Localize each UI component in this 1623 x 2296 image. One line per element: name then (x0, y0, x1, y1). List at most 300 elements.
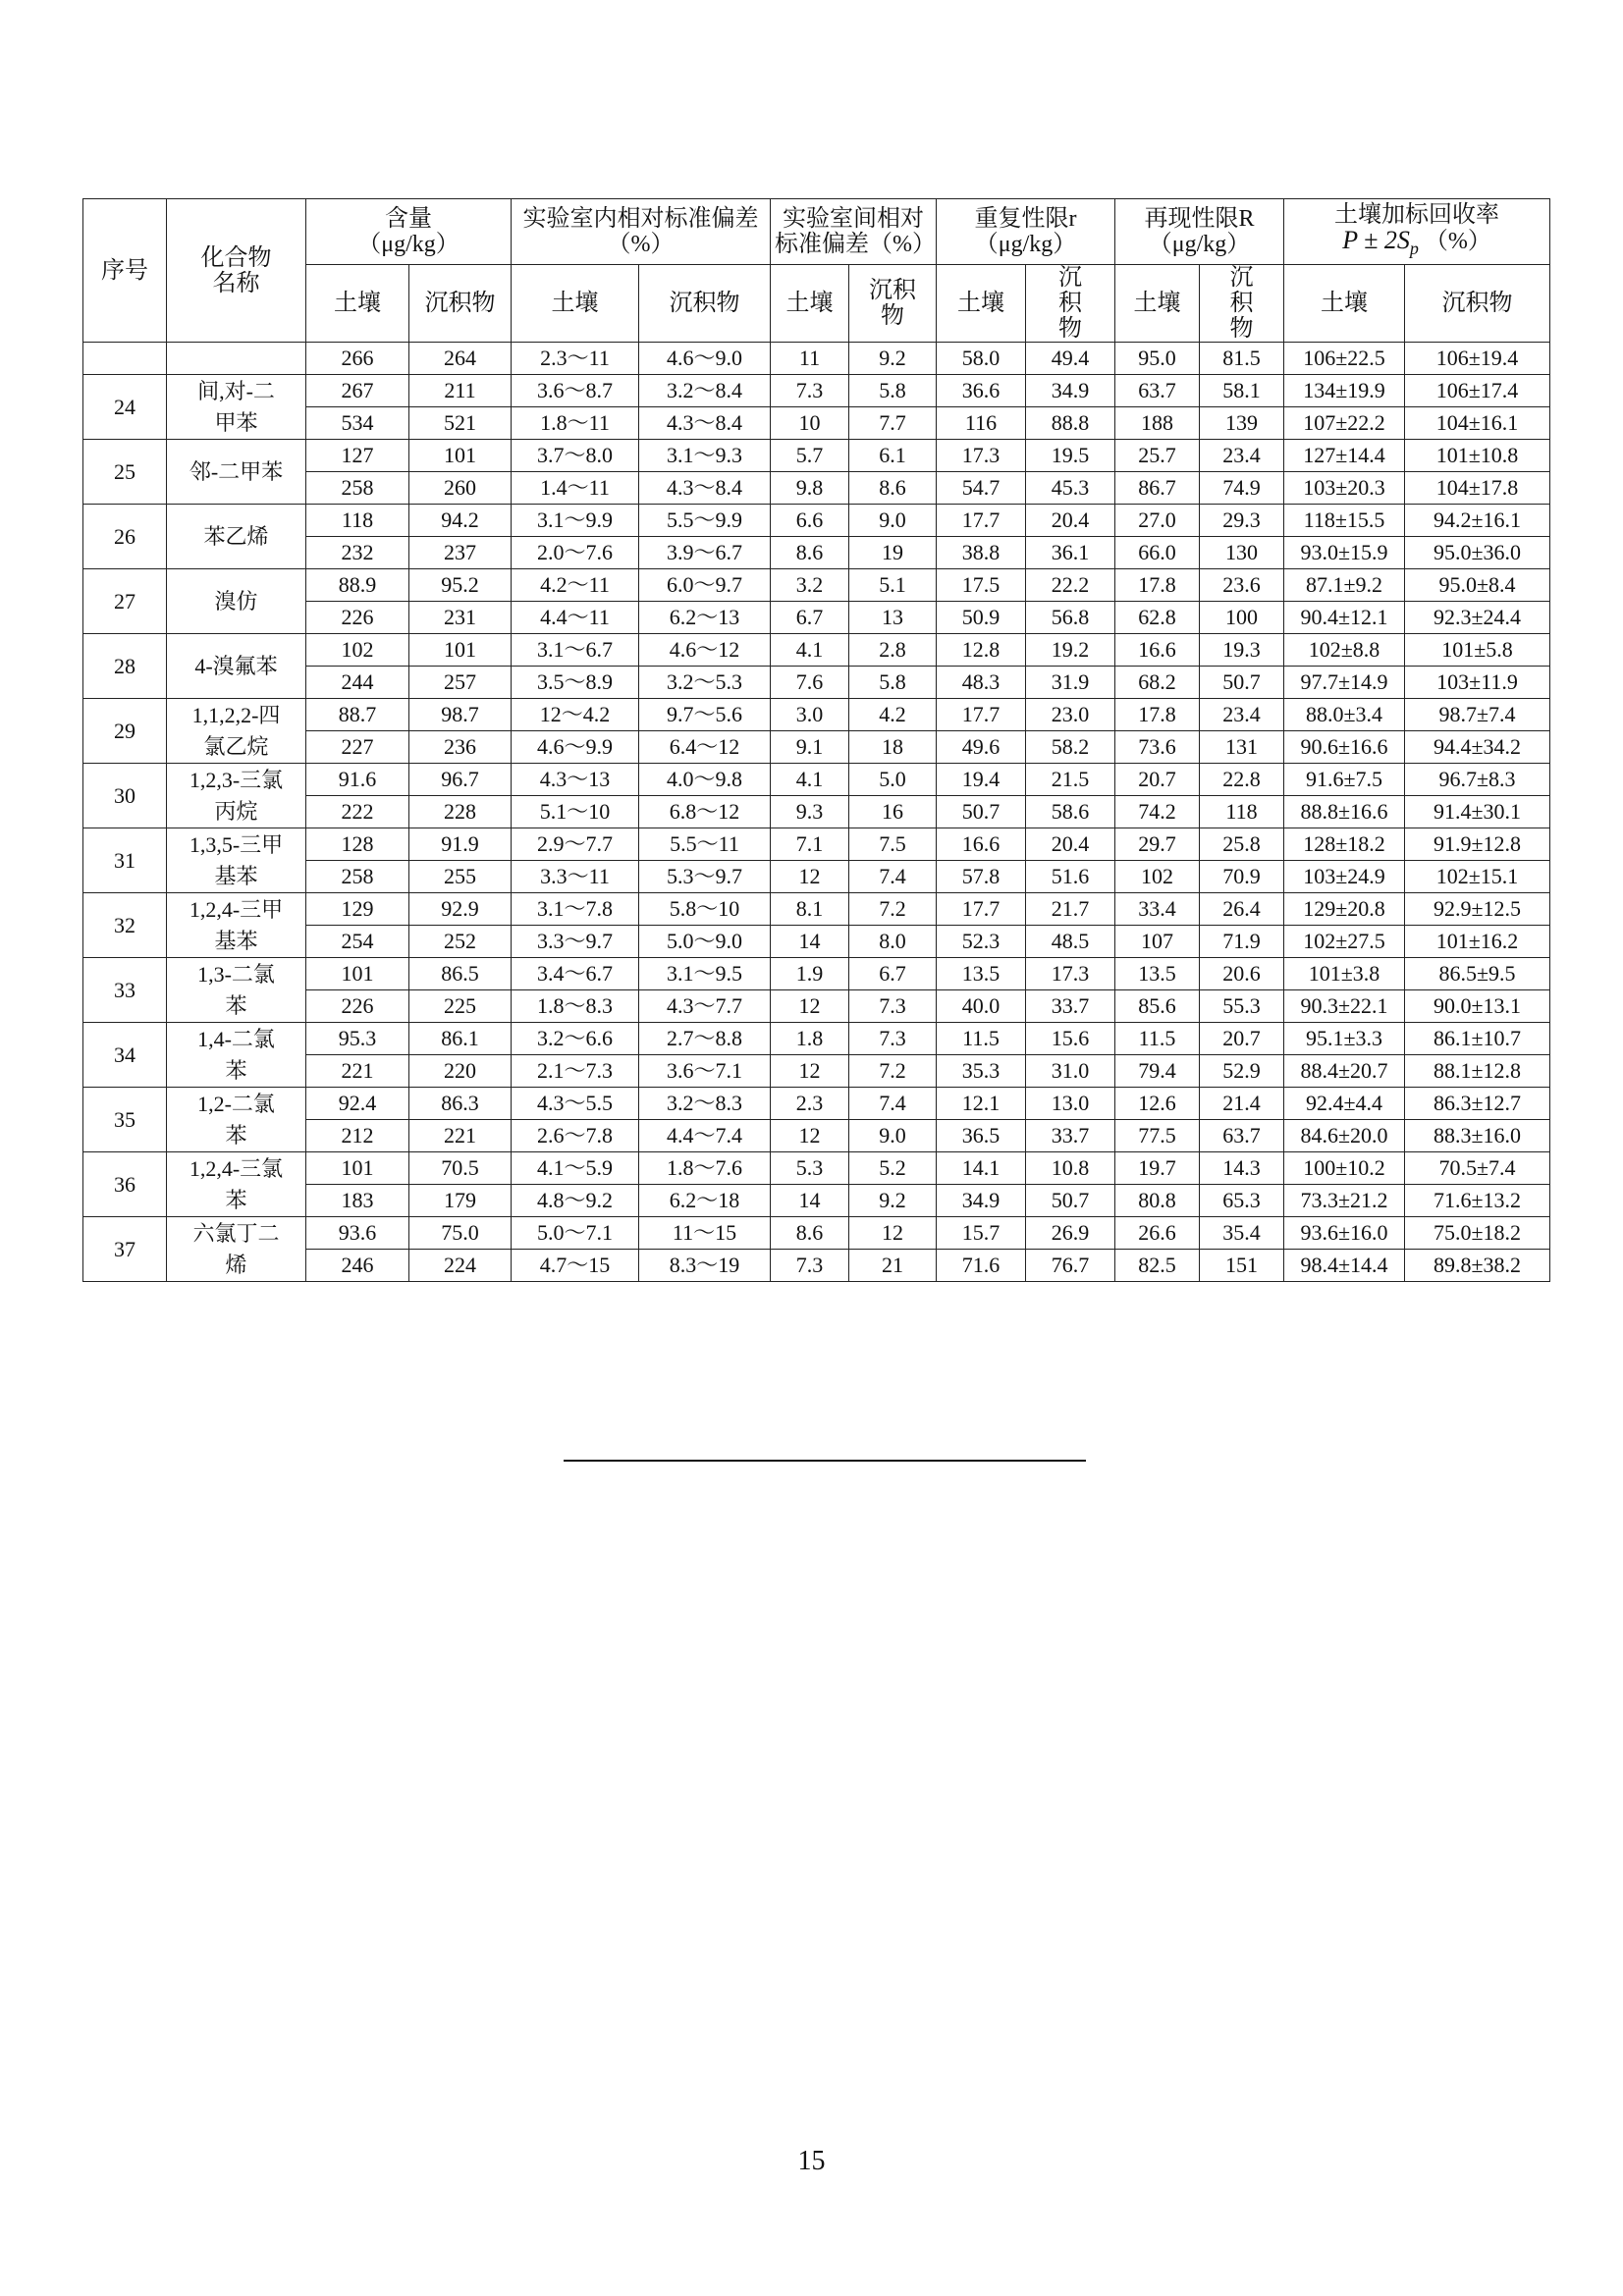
value-cell: 23.6 (1200, 569, 1284, 602)
value-cell: 7.3 (849, 1023, 937, 1055)
compound-name-line: 溴仿 (214, 588, 258, 614)
value-cell: 26.4 (1200, 893, 1284, 926)
value-cell: 31.0 (1026, 1055, 1115, 1088)
value-cell: 103±20.3 (1284, 472, 1405, 505)
value-cell: 226 (306, 602, 409, 634)
value-cell: 9.0 (849, 505, 937, 537)
subheader-soil: 土壤 (1115, 265, 1200, 343)
value-cell: 88.8 (1026, 407, 1115, 440)
value-cell: 3.1～6.7 (512, 634, 639, 667)
seq-cell: 34 (83, 1023, 167, 1088)
compound-name-line: 烯 (225, 1252, 247, 1277)
value-cell: 87.1±9.2 (1284, 569, 1405, 602)
value-cell: 88.3±16.0 (1405, 1120, 1550, 1152)
compound-name-line: 1,2-二氯 (197, 1091, 275, 1116)
value-cell: 3.3～9.7 (512, 926, 639, 958)
value-cell: 71.6 (937, 1250, 1026, 1282)
compound-name-cell (167, 505, 306, 569)
header-repeatability: 重复性限r（μg/kg） (937, 199, 1115, 265)
seq-cell: 37 (83, 1217, 167, 1282)
compound-name-cell (167, 1088, 306, 1152)
header-recovery-symbol: P ± 2S (1342, 226, 1410, 254)
value-cell: 6.2～13 (639, 602, 771, 634)
value-cell: 128 (306, 828, 409, 861)
value-cell: 29.3 (1200, 505, 1284, 537)
value-cell: 86.5±9.5 (1405, 958, 1550, 990)
value-cell: 7.5 (849, 828, 937, 861)
value-cell: 66.0 (1115, 537, 1200, 569)
value-cell: 70.5±7.4 (1405, 1152, 1550, 1185)
value-cell: 88.8±16.6 (1284, 796, 1405, 828)
value-cell: 3.0 (771, 699, 849, 731)
value-cell: 50.7 (1026, 1185, 1115, 1217)
value-cell: 521 (409, 407, 512, 440)
value-cell: 96.7±8.3 (1405, 764, 1550, 796)
value-cell: 226 (306, 990, 409, 1023)
value-cell: 91.9±12.8 (1405, 828, 1550, 861)
value-cell: 266 (306, 343, 409, 375)
value-cell: 127 (306, 440, 409, 472)
value-cell: 128±18.2 (1284, 828, 1405, 861)
value-cell: 75.0±18.2 (1405, 1217, 1550, 1250)
value-cell: 8.0 (849, 926, 937, 958)
value-cell: 134±19.9 (1284, 375, 1405, 407)
value-cell: 118 (1200, 796, 1284, 828)
value-cell: 33.4 (1115, 893, 1200, 926)
value-cell: 101 (306, 1152, 409, 1185)
value-cell: 9.8 (771, 472, 849, 505)
value-cell: 23.4 (1200, 699, 1284, 731)
value-cell: 9.1 (771, 731, 849, 764)
value-cell: 93.6±16.0 (1284, 1217, 1405, 1250)
value-cell: 31.9 (1026, 667, 1115, 699)
table-row (83, 375, 1550, 407)
value-cell: 55.3 (1200, 990, 1284, 1023)
value-cell: 92.4 (306, 1088, 409, 1120)
value-cell: 237 (409, 537, 512, 569)
value-cell: 34.9 (937, 1185, 1026, 1217)
subheader-sediment: 沉积物 (1405, 265, 1550, 343)
compound-name-cell (167, 699, 306, 764)
value-cell: 20.7 (1200, 1023, 1284, 1055)
value-cell: 81.5 (1200, 343, 1284, 375)
value-cell: 3.1～9.3 (639, 440, 771, 472)
value-cell: 4.6～12 (639, 634, 771, 667)
value-cell: 84.6±20.0 (1284, 1120, 1405, 1152)
value-cell: 36.5 (937, 1120, 1026, 1152)
value-cell: 86.3 (409, 1088, 512, 1120)
value-cell: 6.2～18 (639, 1185, 771, 1217)
value-cell: 3.6～8.7 (512, 375, 639, 407)
value-cell: 4.3～8.4 (639, 472, 771, 505)
table-row (83, 1152, 1550, 1185)
value-cell: 19.7 (1115, 1152, 1200, 1185)
seq-cell: 36 (83, 1152, 167, 1217)
value-cell: 88.0±3.4 (1284, 699, 1405, 731)
value-cell: 2.8 (849, 634, 937, 667)
value-cell: 188 (1115, 407, 1200, 440)
value-cell: 17.7 (937, 699, 1026, 731)
value-cell: 92.4±4.4 (1284, 1088, 1405, 1120)
value-cell: 257 (409, 667, 512, 699)
value-cell: 70.5 (409, 1152, 512, 1185)
value-cell: 231 (409, 602, 512, 634)
value-cell: 4.3～7.7 (639, 990, 771, 1023)
value-cell: 86.7 (1115, 472, 1200, 505)
value-cell: 3.6～7.1 (639, 1055, 771, 1088)
value-cell: 4.1 (771, 634, 849, 667)
value-cell: 9.2 (849, 343, 937, 375)
value-cell: 5.0 (849, 764, 937, 796)
value-cell: 8.6 (849, 472, 937, 505)
table-row (83, 893, 1550, 926)
compound-name-cell (167, 1152, 306, 1217)
compound-name-line: 丙烷 (214, 798, 258, 824)
value-cell: 17.7 (937, 505, 1026, 537)
subheader-soil: 土壤 (1284, 265, 1405, 343)
value-cell: 225 (409, 990, 512, 1023)
value-cell: 104±16.1 (1405, 407, 1550, 440)
value-cell: 224 (409, 1250, 512, 1282)
subheader-soil: 土壤 (306, 265, 409, 343)
value-cell: 90.3±22.1 (1284, 990, 1405, 1023)
value-cell: 3.2～8.3 (639, 1088, 771, 1120)
value-cell: 88.1±12.8 (1405, 1055, 1550, 1088)
value-cell: 3.1～9.9 (512, 505, 639, 537)
value-cell: 25.7 (1115, 440, 1200, 472)
value-cell: 20.4 (1026, 505, 1115, 537)
value-cell: 4.1 (771, 764, 849, 796)
value-cell: 228 (409, 796, 512, 828)
value-cell: 7.3 (771, 375, 849, 407)
value-cell: 4.3～5.5 (512, 1088, 639, 1120)
value-cell: 12～4.2 (512, 699, 639, 731)
value-cell: 92.9±12.5 (1405, 893, 1550, 926)
table-row (83, 1088, 1550, 1120)
compound-name-line: 4-溴氟苯 (194, 653, 278, 678)
value-cell: 29.7 (1115, 828, 1200, 861)
subheader-soil: 土壤 (512, 265, 639, 343)
value-cell: 1.9 (771, 958, 849, 990)
value-cell: 35.3 (937, 1055, 1026, 1088)
table-row (83, 505, 1550, 537)
value-cell: 101 (409, 440, 512, 472)
value-cell: 75.0 (409, 1217, 512, 1250)
table-row (83, 440, 1550, 472)
value-cell: 58.1 (1200, 375, 1284, 407)
value-cell: 151 (1200, 1250, 1284, 1282)
value-cell: 23.0 (1026, 699, 1115, 731)
value-cell: 58.2 (1026, 731, 1115, 764)
seq-cell: 26 (83, 505, 167, 569)
value-cell: 11.5 (1115, 1023, 1200, 1055)
value-cell: 104±17.8 (1405, 472, 1550, 505)
value-cell: 1.8～11 (512, 407, 639, 440)
value-cell: 5.3～9.7 (639, 861, 771, 893)
value-cell: 116 (937, 407, 1026, 440)
value-cell: 19.5 (1026, 440, 1115, 472)
compound-name-line: 1,1,2,2-四 (191, 702, 281, 727)
value-cell: 88.9 (306, 569, 409, 602)
header-recovery-unit: （%） (1424, 229, 1491, 254)
value-cell: 73.3±21.2 (1284, 1185, 1405, 1217)
value-cell: 4.4～7.4 (639, 1120, 771, 1152)
value-cell: 8.6 (771, 1217, 849, 1250)
value-cell: 19.4 (937, 764, 1026, 796)
value-cell: 227 (306, 731, 409, 764)
value-cell: 13.5 (1115, 958, 1200, 990)
value-cell: 220 (409, 1055, 512, 1088)
compound-name-line: 1,3-二氯 (197, 961, 275, 987)
value-cell: 13.0 (1026, 1088, 1115, 1120)
value-cell: 52.9 (1200, 1055, 1284, 1088)
value-cell: 12.1 (937, 1088, 1026, 1120)
table-row (83, 1023, 1550, 1055)
seq-cell: 33 (83, 958, 167, 1023)
compound-name-line: 1,2,4-三氯 (189, 1155, 284, 1181)
value-cell: 11.5 (937, 1023, 1026, 1055)
value-cell: 4.7～15 (512, 1250, 639, 1282)
value-cell: 27.0 (1115, 505, 1200, 537)
value-cell: 5.0～7.1 (512, 1217, 639, 1250)
value-cell: 36.6 (937, 375, 1026, 407)
value-cell: 3.2～8.4 (639, 375, 771, 407)
value-cell: 76.7 (1026, 1250, 1115, 1282)
value-cell: 534 (306, 407, 409, 440)
compound-name-line: 1,2,3-三氯 (189, 767, 284, 792)
value-cell: 50.7 (937, 796, 1026, 828)
value-cell: 95.0 (1115, 343, 1200, 375)
value-cell: 91.4±30.1 (1405, 796, 1550, 828)
value-cell: 74.9 (1200, 472, 1284, 505)
value-cell: 92.9 (409, 893, 512, 926)
compound-name-line: 苯 (225, 1122, 247, 1148)
value-cell: 13 (849, 602, 937, 634)
value-cell: 58.6 (1026, 796, 1115, 828)
subheader-soil: 土壤 (771, 265, 849, 343)
header-between-lab-rsd: 实验室间相对标准偏差（%） (771, 199, 937, 265)
value-cell: 8.1 (771, 893, 849, 926)
value-cell: 86.3±12.7 (1405, 1088, 1550, 1120)
value-cell: 221 (409, 1120, 512, 1152)
value-cell: 23.4 (1200, 440, 1284, 472)
value-cell: 7.1 (771, 828, 849, 861)
value-cell: 13.5 (937, 958, 1026, 990)
subheader-sediment: 沉积物 (1026, 265, 1115, 343)
value-cell: 63.7 (1200, 1120, 1284, 1152)
value-cell: 19.2 (1026, 634, 1115, 667)
value-cell: 102 (306, 634, 409, 667)
compound-name-cell (167, 1217, 306, 1282)
value-cell: 86.1±10.7 (1405, 1023, 1550, 1055)
value-cell: 255 (409, 861, 512, 893)
value-cell: 3.9～6.7 (639, 537, 771, 569)
value-cell: 106±19.4 (1405, 343, 1550, 375)
value-cell: 63.7 (1115, 375, 1200, 407)
header-compound: 化合物名称 (167, 199, 306, 343)
value-cell: 91.9 (409, 828, 512, 861)
value-cell: 6.8～12 (639, 796, 771, 828)
value-cell: 102±27.5 (1284, 926, 1405, 958)
value-cell: 56.8 (1026, 602, 1115, 634)
compound-name-cell (167, 569, 306, 634)
value-cell: 2.3～11 (512, 343, 639, 375)
header-content: 含量（μg/kg） (306, 199, 512, 265)
value-cell: 86.1 (409, 1023, 512, 1055)
value-cell: 58.0 (937, 343, 1026, 375)
compound-name-cell (167, 634, 306, 699)
value-cell: 1.4～11 (512, 472, 639, 505)
value-cell: 106±17.4 (1405, 375, 1550, 407)
value-cell: 6.4～12 (639, 731, 771, 764)
value-cell: 34.9 (1026, 375, 1115, 407)
subheader-sediment: 沉积物 (1200, 265, 1284, 343)
value-cell: 18 (849, 731, 937, 764)
table-row (83, 699, 1550, 731)
compound-name-line: 苯 (225, 1057, 247, 1083)
value-cell: 12 (771, 1120, 849, 1152)
value-cell: 20.4 (1026, 828, 1115, 861)
header-recovery: 土壤加标回收率 $P \pm 2S_p$ （%） (1284, 199, 1550, 265)
value-cell: 22.8 (1200, 764, 1284, 796)
seq-cell: 31 (83, 828, 167, 893)
value-cell: 6.7 (771, 602, 849, 634)
value-cell: 21.7 (1026, 893, 1115, 926)
value-cell: 10 (771, 407, 849, 440)
seq-cell: 30 (83, 764, 167, 828)
value-cell: 85.6 (1115, 990, 1200, 1023)
value-cell: 101 (409, 634, 512, 667)
header-reproducibility: 再现性限R（μg/kg） (1115, 199, 1284, 265)
value-cell: 6.7 (849, 958, 937, 990)
value-cell: 5.3 (771, 1152, 849, 1185)
value-cell: 131 (1200, 731, 1284, 764)
value-cell: 95.3 (306, 1023, 409, 1055)
value-cell: 4.8～9.2 (512, 1185, 639, 1217)
value-cell: 12 (771, 990, 849, 1023)
value-cell: 4.1～5.9 (512, 1152, 639, 1185)
compound-name-cell (167, 958, 306, 1023)
compound-name-cell (167, 1023, 306, 1088)
value-cell: 33.7 (1026, 990, 1115, 1023)
value-cell: 179 (409, 1185, 512, 1217)
table-row (83, 828, 1550, 861)
value-cell: 74.2 (1115, 796, 1200, 828)
value-cell: 89.8±38.2 (1405, 1250, 1550, 1282)
compound-name-line: 甲苯 (214, 409, 258, 435)
subheader-sediment: 沉积物 (639, 265, 771, 343)
value-cell: 5.8～10 (639, 893, 771, 926)
value-cell: 3.4～6.7 (512, 958, 639, 990)
value-cell: 127±14.4 (1284, 440, 1405, 472)
value-cell: 101±5.8 (1405, 634, 1550, 667)
value-cell: 96.7 (409, 764, 512, 796)
seq-cell: 28 (83, 634, 167, 699)
value-cell: 254 (306, 926, 409, 958)
compound-name-line: 间,对-二 (197, 378, 275, 403)
value-cell: 4.3～13 (512, 764, 639, 796)
value-cell: 258 (306, 472, 409, 505)
value-cell: 92.3±24.4 (1405, 602, 1550, 634)
table-row (83, 764, 1550, 796)
value-cell: 95.2 (409, 569, 512, 602)
header-recovery-title: 土壤加标回收率 (1334, 202, 1500, 228)
header-seq: 序号 (83, 199, 167, 343)
value-cell: 93.6 (306, 1217, 409, 1250)
end-rule (564, 1460, 1086, 1462)
value-cell: 101±3.8 (1284, 958, 1405, 990)
value-cell: 51.6 (1026, 861, 1115, 893)
value-cell: 3.2 (771, 569, 849, 602)
value-cell: 19.3 (1200, 634, 1284, 667)
value-cell: 7.2 (849, 1055, 937, 1088)
compound-name-cell (167, 893, 306, 958)
value-cell: 100 (1200, 602, 1284, 634)
value-cell: 7.7 (849, 407, 937, 440)
value-cell: 36.1 (1026, 537, 1115, 569)
value-cell: 25.8 (1200, 828, 1284, 861)
value-cell: 16.6 (937, 828, 1026, 861)
value-cell: 6.1 (849, 440, 937, 472)
value-cell: 17.5 (937, 569, 1026, 602)
table-row (83, 634, 1550, 667)
value-cell: 94.2 (409, 505, 512, 537)
value-cell: 91.6 (306, 764, 409, 796)
value-cell: 52.3 (937, 926, 1026, 958)
value-cell: 3.1～7.8 (512, 893, 639, 926)
value-cell: 38.8 (937, 537, 1026, 569)
value-cell: 9.2 (849, 1185, 937, 1217)
value-cell: 48.5 (1026, 926, 1115, 958)
value-cell: 7.2 (849, 893, 937, 926)
value-cell: 68.2 (1115, 667, 1200, 699)
value-cell: 16 (849, 796, 937, 828)
compound-name-line: 六氯丁二 (192, 1220, 280, 1246)
value-cell: 183 (306, 1185, 409, 1217)
compound-name-line: 苯 (225, 992, 247, 1018)
value-cell: 5.1～10 (512, 796, 639, 828)
value-cell: 8.6 (771, 537, 849, 569)
compound-name-line: 1,2,4-三甲 (189, 896, 284, 922)
value-cell: 5.5～9.9 (639, 505, 771, 537)
value-cell: 101±16.2 (1405, 926, 1550, 958)
value-cell: 98.4±14.4 (1284, 1250, 1405, 1282)
value-cell: 97.7±14.9 (1284, 667, 1405, 699)
value-cell: 244 (306, 667, 409, 699)
value-cell: 17.3 (937, 440, 1026, 472)
value-cell: 4.0～9.8 (639, 764, 771, 796)
value-cell: 10.8 (1026, 1152, 1115, 1185)
table-row (83, 569, 1550, 602)
value-cell: 5.0～9.0 (639, 926, 771, 958)
value-cell: 107±22.2 (1284, 407, 1405, 440)
value-cell: 3.2～6.6 (512, 1023, 639, 1055)
seq-cell: 29 (83, 699, 167, 764)
value-cell: 12 (849, 1217, 937, 1250)
value-cell: 71.6±13.2 (1405, 1185, 1550, 1217)
value-cell: 258 (306, 861, 409, 893)
value-cell: 5.2 (849, 1152, 937, 1185)
value-cell: 3.1～9.5 (639, 958, 771, 990)
value-cell: 45.3 (1026, 472, 1115, 505)
value-cell: 102±8.8 (1284, 634, 1405, 667)
value-cell: 5.7 (771, 440, 849, 472)
value-cell: 2.1～7.3 (512, 1055, 639, 1088)
value-cell: 40.0 (937, 990, 1026, 1023)
compound-name-cell (167, 343, 306, 375)
value-cell: 7.3 (849, 990, 937, 1023)
value-cell: 21 (849, 1250, 937, 1282)
